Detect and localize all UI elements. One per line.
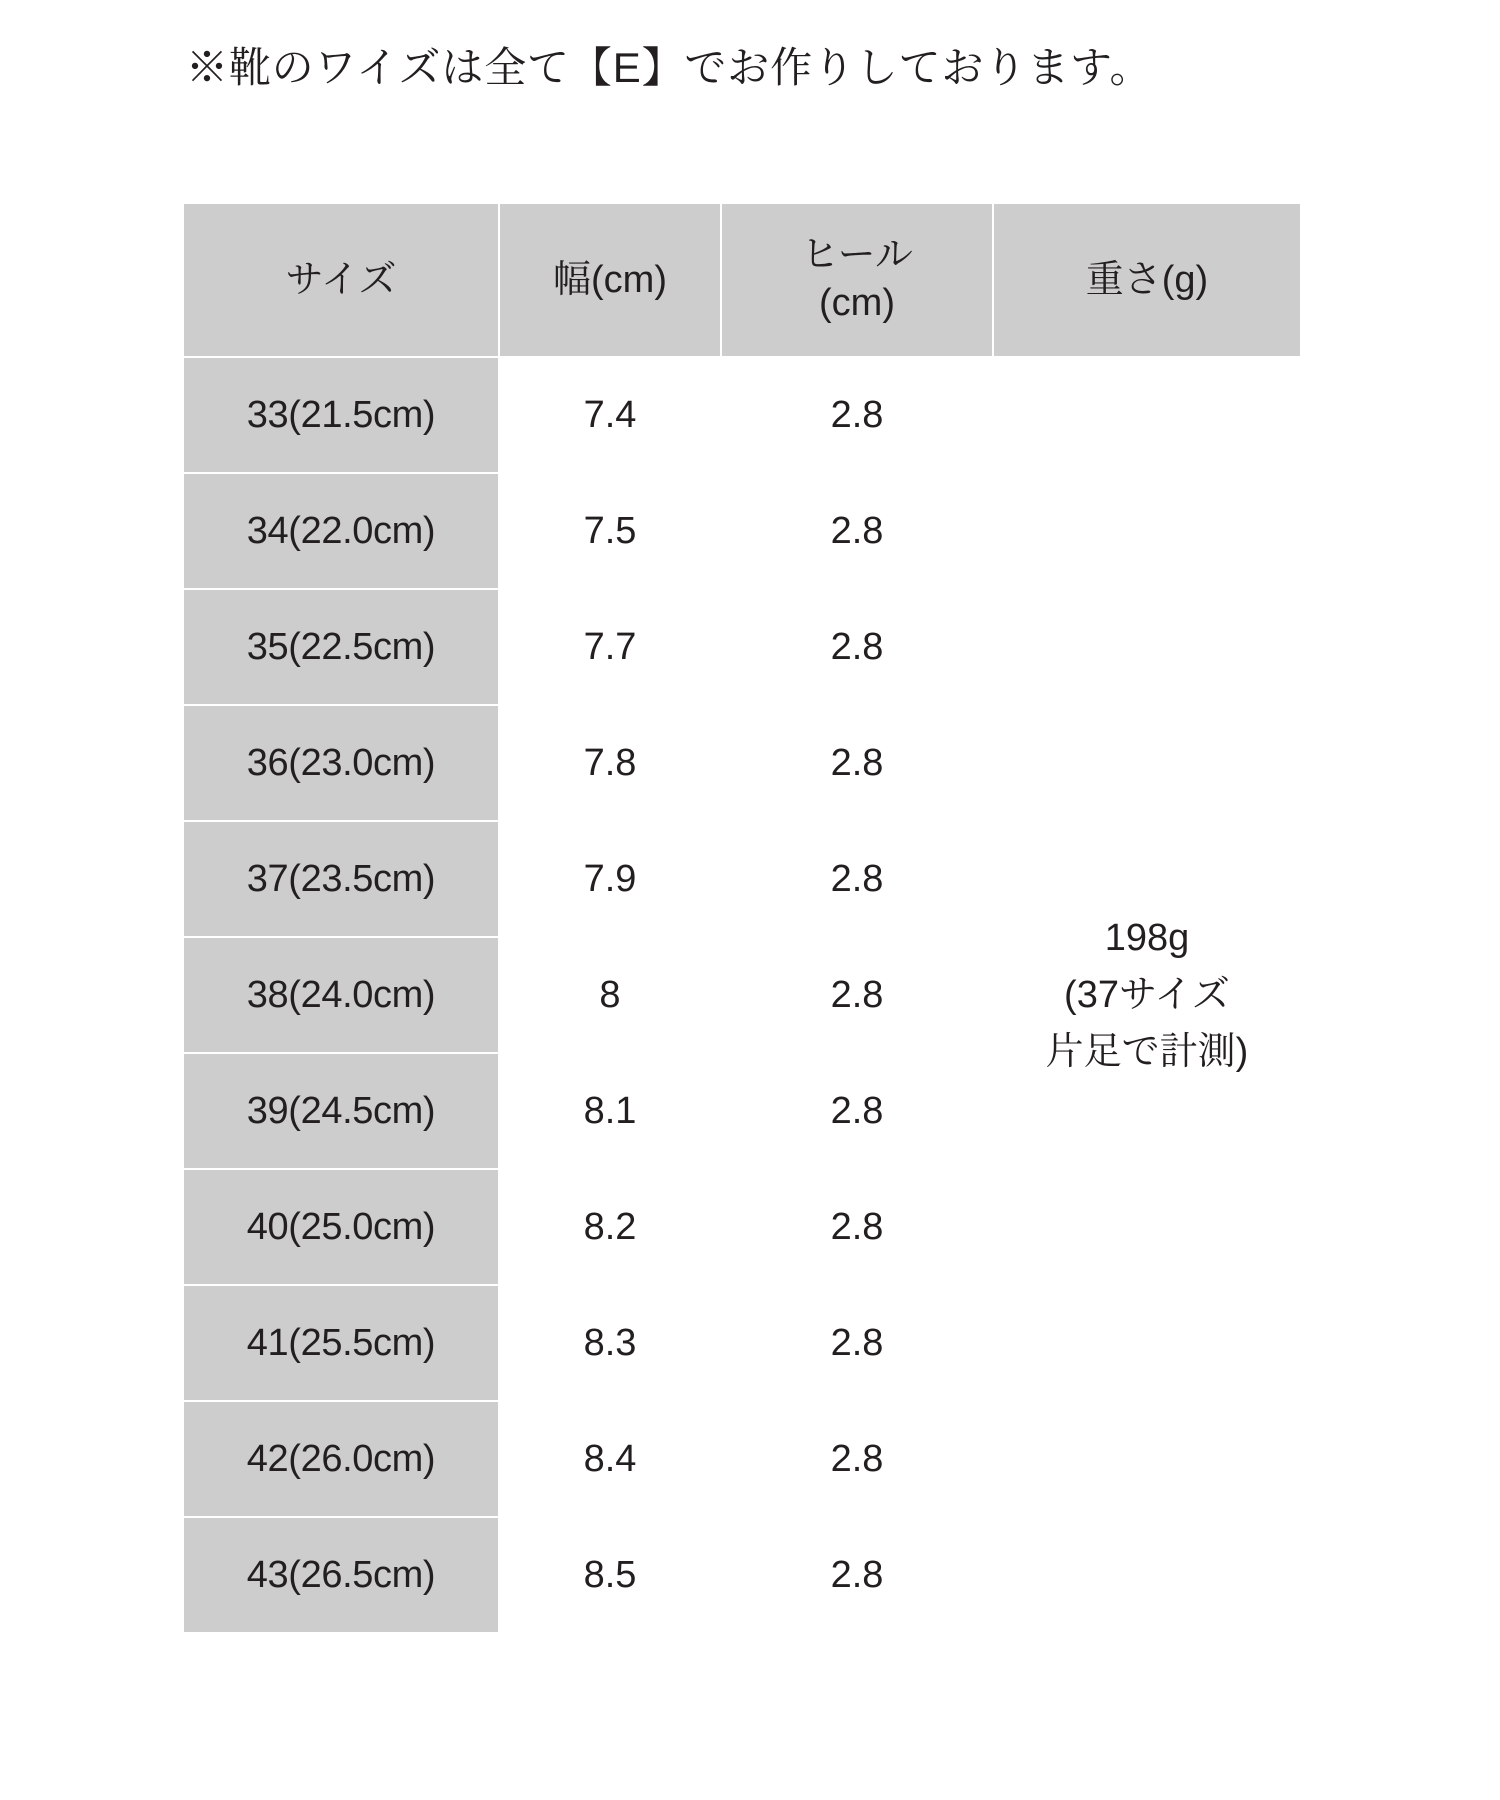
column-header-size: サイズ (183, 203, 499, 357)
cell-width: 7.9 (499, 821, 721, 937)
size-table (182, 202, 1302, 1634)
cell-size: 38(24.0cm) (183, 937, 499, 1053)
cell-heel: 2.8 (721, 821, 993, 937)
cell-heel: 2.8 (721, 1169, 993, 1285)
column-header-weight: 重さ(g) (993, 203, 1301, 357)
column-header-heel-line2: (cm) (819, 282, 895, 324)
cell-size: 39(24.5cm) (183, 1053, 499, 1169)
cell-width: 7.5 (499, 473, 721, 589)
weight-line-2: (37サイズ (1064, 973, 1230, 1016)
cell-heel: 2.8 (721, 1517, 993, 1633)
cell-width: 7.7 (499, 589, 721, 705)
weight-line-3: 片足で計測) (1045, 1030, 1249, 1073)
cell-size: 41(25.5cm) (183, 1285, 499, 1401)
cell-width: 8.3 (499, 1285, 721, 1401)
cell-size: 35(22.5cm) (183, 589, 499, 705)
cell-heel: 2.8 (721, 473, 993, 589)
table-body (183, 357, 1301, 1633)
column-header-heel-line1: ヒール (801, 234, 913, 277)
cell-heel: 2.8 (721, 589, 993, 705)
cell-heel: 2.8 (721, 705, 993, 821)
column-header-width: 幅(cm) (499, 203, 721, 357)
cell-width: 7.4 (499, 357, 721, 473)
cell-heel: 2.8 (721, 1401, 993, 1517)
cell-weight (993, 357, 1301, 1633)
weight-line-1: 198g (1104, 916, 1190, 959)
size-table-container (182, 202, 1300, 1634)
cell-size: 36(23.0cm) (183, 705, 499, 821)
cell-heel: 2.8 (721, 1053, 993, 1169)
cell-size: 43(26.5cm) (183, 1517, 499, 1633)
cell-width: 8.1 (499, 1053, 721, 1169)
cell-size: 40(25.0cm) (183, 1169, 499, 1285)
cell-heel: 2.8 (721, 357, 993, 473)
cell-width: 7.8 (499, 705, 721, 821)
cell-width: 8.2 (499, 1169, 721, 1285)
table-header-row (183, 203, 1301, 357)
column-header-heel (721, 203, 993, 357)
cell-heel: 2.8 (721, 937, 993, 1053)
cell-width: 8.4 (499, 1401, 721, 1517)
cell-size: 34(22.0cm) (183, 473, 499, 589)
cell-width: 8 (499, 937, 721, 1053)
width-note: ※靴のワイズは全て【E】でお作りしております。 (186, 44, 1153, 91)
table-header (183, 203, 1301, 357)
cell-size: 42(26.0cm) (183, 1401, 499, 1517)
cell-heel: 2.8 (721, 1285, 993, 1401)
cell-size: 37(23.5cm) (183, 821, 499, 937)
cell-size: 33(21.5cm) (183, 357, 499, 473)
cell-width: 8.5 (499, 1517, 721, 1633)
table-row (183, 357, 1301, 473)
